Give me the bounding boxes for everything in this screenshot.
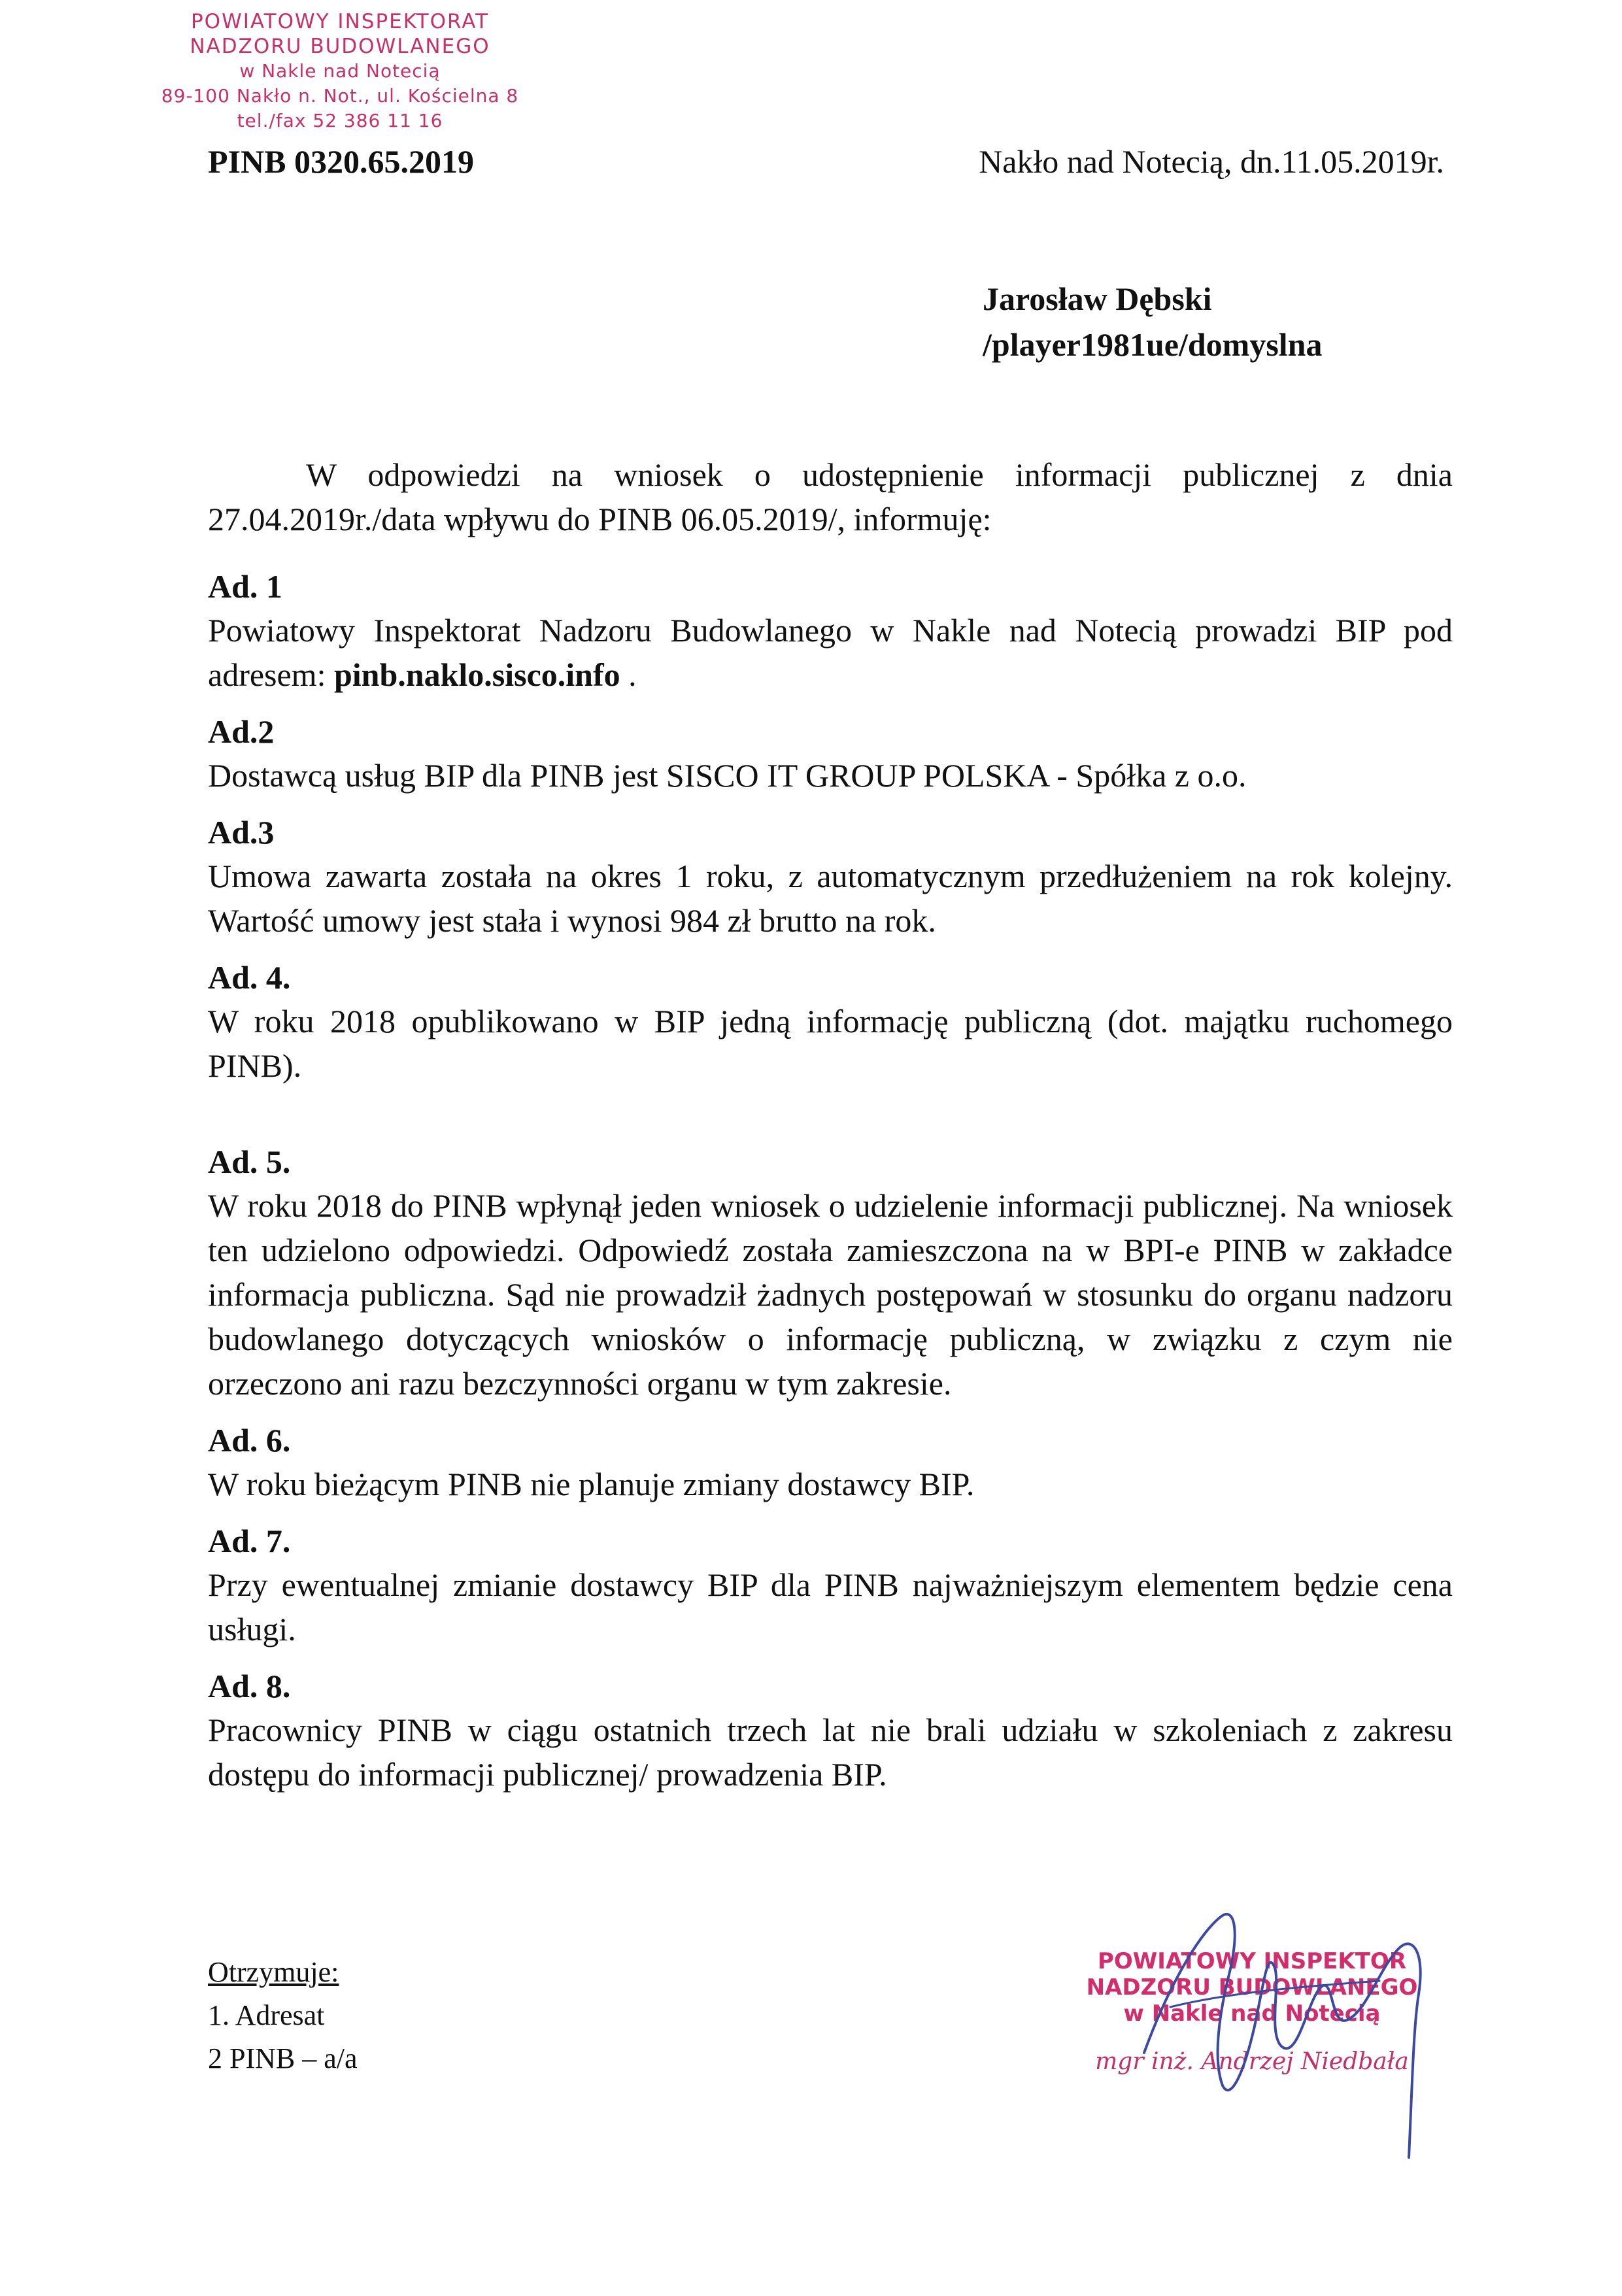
answer-text: Dostawcą usług BIP dla PINB jest SISCO IT GROUP POLSKA - Spółka z o.o. [208, 757, 1247, 794]
answer-text: Przy ewentualnej zmianie dostawcy BIP dla PINB najważniejszym elementem będzie cena usługi. [208, 1566, 1453, 1647]
stamp-line-office-2: NADZORU BUDOWLANEGO [1086, 1974, 1418, 2001]
answer-item [208, 1419, 1453, 1506]
answer-heading: Ad. 8. [208, 1668, 291, 1704]
answer-item [208, 1140, 1453, 1406]
recipient-name: Jarosław Dębski [983, 280, 1212, 317]
place-and-date: Nakło nad Notecią, dn.11.05.2019r. [979, 143, 1444, 180]
answer-text: W roku bieżącym PINB nie planuje zmiany dostawcy BIP. [208, 1466, 975, 1502]
answer-heading: Ad. 6. [208, 1422, 291, 1459]
answer-text: Pracownicy PINB w ciągu ostatnich trzech lat nie brali udziału w szkoleniach z zakresu dostępu do informacji publicznej/ prowadzenia BIP. [208, 1712, 1453, 1793]
answer-item [208, 710, 1453, 798]
bip-address: pinb.naklo.sisco.info [333, 656, 620, 693]
stamp-line-address: 89-100 Nakło n. Not., ul. Kościelna 8 [161, 85, 519, 107]
answer-text: W roku 2018 do PINB wpłynął jeden wniosek o udzielenie informacji publicznej. Na wniosek ten udzielono odpowiedzi. Odpowiedź została zamieszczona na w BPI-e PINB w zakładce informacja publiczna. Sąd nie prowadził żadnych postępowań w stosunku do organu nadzoru budowlanego dotyczących wniosków o informację publiczną, w związku z czym nie orzeczono ani razu bezczynności organu w tym zakresie. [208, 1187, 1453, 1402]
answer-heading: Ad.2 [208, 713, 275, 750]
answers-list [208, 565, 1453, 1797]
answer-text-end: . [620, 656, 637, 693]
answer-text: W roku 2018 opublikowano w BIP jedną informację publiczną (dot. majątku ruchomego PINB). [208, 1003, 1453, 1084]
distribution-entry: 2 PINB – a/a [208, 2042, 358, 2074]
answer-text: Umowa zawarta została na okres 1 roku, z automatycznym przedłużeniem na rok kolejny. Wartość umowy jest stała i wynosi 984 zł brutto na rok. [208, 858, 1453, 939]
answer-heading: Ad. 7. [208, 1523, 291, 1559]
answer-text [208, 608, 1453, 697]
answer-item [208, 1519, 1453, 1651]
recipient-handle: /player1981ue/domyslna [983, 326, 1323, 363]
answer-heading: Ad.3 [208, 814, 275, 851]
answer-text-part: Powiatowy Inspektorat Nadzoru Budowlanego w Nakle nad Notecią prowadzi BIP pod adresem: [208, 612, 1453, 693]
answer-heading: Ad. 1 [208, 568, 282, 605]
reference-number: PINB 0320.65.2019 [208, 143, 474, 180]
distribution-list [208, 1951, 358, 2080]
answer-item [208, 811, 1453, 943]
intro-line-2: 27.04.2019r./data wpływu do PINB 06.05.2019/, informuję: [208, 501, 992, 537]
stamp-line-office: POWIATOWY INSPEKTOR [1097, 1948, 1407, 1974]
distribution-heading: Otrzymuje: [208, 1956, 339, 1988]
stamp-line-office-2: NADZORU BUDOWLANEGO [190, 35, 490, 58]
recipient-block [983, 276, 1322, 367]
stamp-line-phone: tel./fax 52 386 11 16 [237, 110, 443, 131]
answer-item [208, 956, 1453, 1088]
distribution-entry: 1. Adresat [208, 1999, 325, 2031]
answer-heading: Ad. 5. [208, 1143, 291, 1180]
intro-paragraph [208, 452, 1453, 541]
answer-heading: Ad. 4. [208, 959, 291, 996]
office-stamp-top [131, 9, 549, 133]
intro-line-1: W odpowiedzi na wniosek o udostępnienie informacji publicznej z dnia [306, 456, 1453, 493]
stamp-signatory-name: mgr inż. Andrzej Niedbała [1095, 2048, 1409, 2075]
stamp-line-town: w Nakle nad Notecią [1123, 2001, 1381, 2027]
answer-item [208, 1664, 1453, 1797]
handwritten-signature [1072, 1889, 1438, 2170]
stamp-line-office: POWIATOWY INSPEKTORAT [190, 10, 490, 33]
stamp-line-town: w Nakle nad Notecią [239, 60, 441, 82]
answer-item [208, 565, 1453, 697]
